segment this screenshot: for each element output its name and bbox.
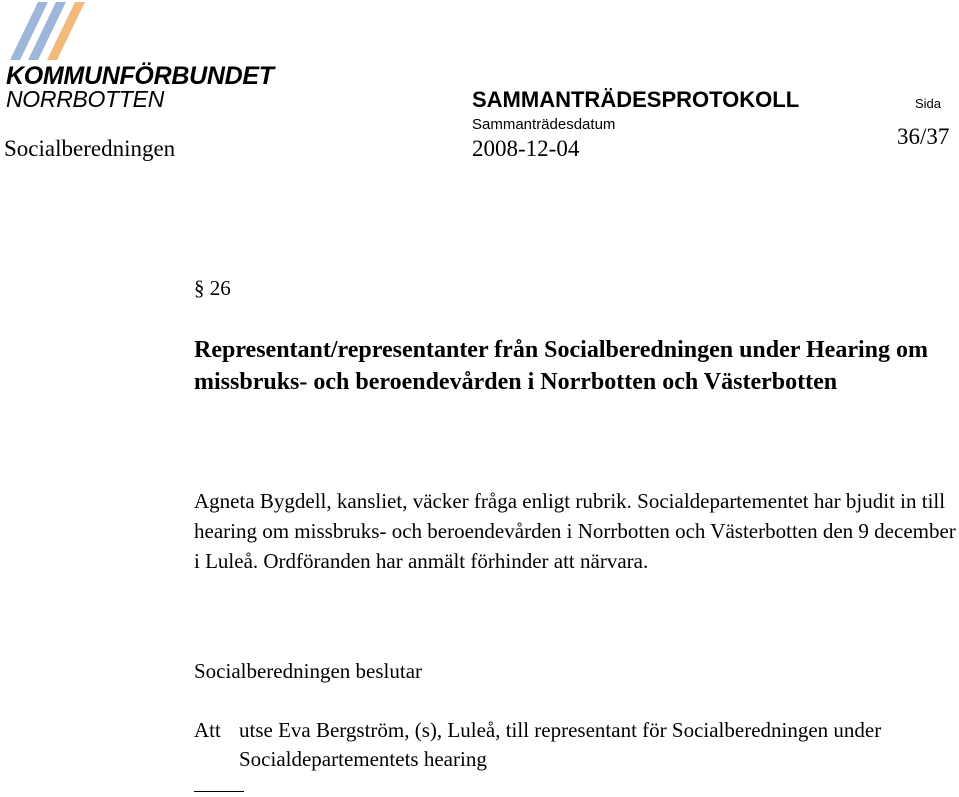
document-title: SAMMANTRÄDESPROTOKOLL (472, 87, 800, 112)
meeting-date-label: Sammanträdesdatum (472, 116, 616, 133)
logo-text-line1: KOMMUNFÖRBUNDET (6, 62, 274, 90)
agenda-heading: Representant/representanter från Socialberedningen under Hearing om missbruks- och beroendevården i Norrbotten och Västerbotten (194, 337, 928, 395)
page-number: 36/37 (897, 124, 950, 149)
decision-label: Socialberedningen beslutar (194, 659, 423, 683)
logo-text-line2: NORRBOTTEN (6, 86, 165, 112)
meeting-date: 2008-12-04 (472, 136, 580, 161)
decision-text: utse Eva Bergström, (s), Luleå, till representant för Socialberedningen under Socialdepartementets hearing (239, 718, 882, 771)
organization-name: Socialberedningen (4, 136, 176, 161)
end-rule-divider (194, 791, 244, 792)
decision-att-label: Att (194, 718, 221, 742)
page-label: Sida (915, 96, 942, 111)
agenda-paragraph: Agneta Bygdell, kansliet, väcker fråga enligt rubrik. Socialdepartementet har bjudit in till hearing om missbruks- och beroendevården i Norrbotten och Västerbotten den 9 december i Luleå. Ordföranden har anmält förhinder att närvara. (194, 489, 956, 573)
organization-logo (4, 2, 274, 112)
logo-stripes-graphic (4, 2, 114, 66)
section-number: § 26 (194, 276, 231, 300)
